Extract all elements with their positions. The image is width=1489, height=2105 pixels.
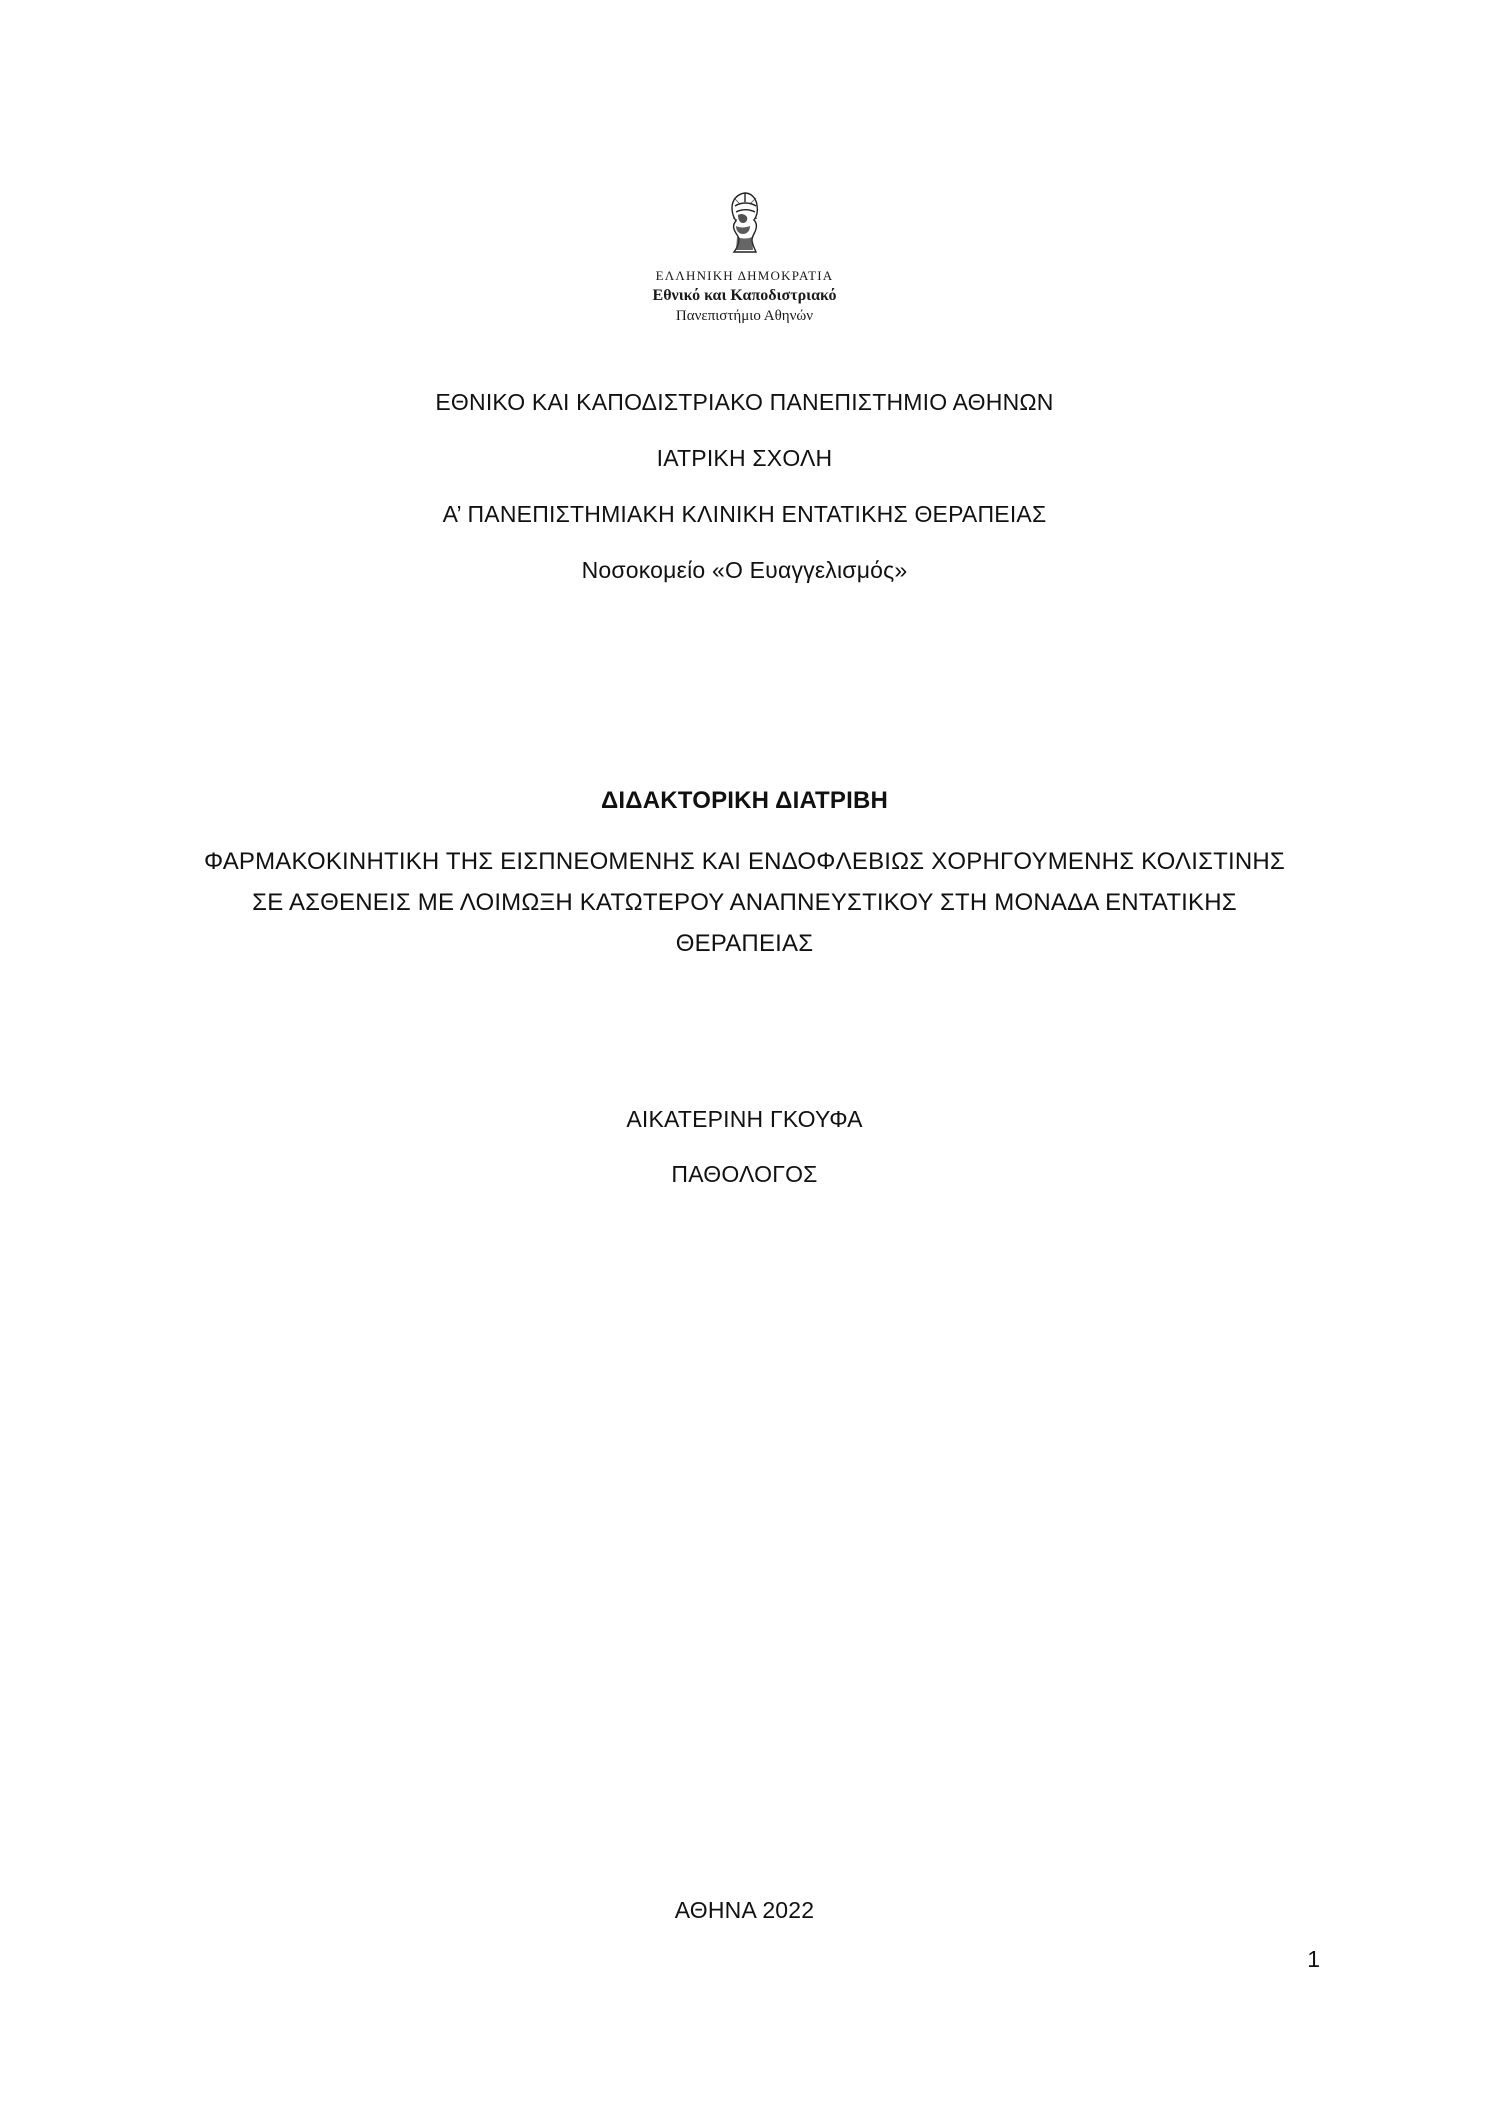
author-name: ΑΙΚΑΤΕΡΙΝΗ ΓΚΟΥΦΑ <box>626 1106 863 1132</box>
school-name: ΙΑΤΡΙΚΗ ΣΧΟΛΗ <box>656 445 833 471</box>
university-logo <box>0 190 1489 326</box>
logo-text-republic: ΕΛΛΗΝΙΚΗ ΔΗΜΟΚΡΑΤΙΑ <box>655 268 834 283</box>
place-year: ΑΘΗΝΑ 2022 <box>674 1897 815 1923</box>
logo-text-university-line1: Εθνικό και Καποδιστριακό <box>652 287 837 304</box>
hospital-name: Νοσοκομείο «Ο Ευαγγελισμός» <box>581 557 908 583</box>
thesis-title-line-2: ΣΕ ΑΣΘΕΝΕΙΣ ΜΕ ΛΟΙΜΩΞΗ ΚΑΤΩΤΕΡΟΥ ΑΝΑΠΝΕΥΣΤΙΚΟΥ ΣΤΗ ΜΟΝΑΔΑ ΕΝΤΑΤΙΚΗΣ <box>252 889 1237 916</box>
university-name: ΕΘΝΙΚΟ ΚΑΙ ΚΑΠΟΔΙΣΤΡΙΑΚΟ ΠΑΝΕΠΙΣΤΗΜΙΟ ΑΘΗΝΩΝ <box>435 389 1054 415</box>
clinic-name: Α’ ΠΑΝΕΠΙΣΤΗΜΙΑΚΗ ΚΛΙΝΙΚΗ ΕΝΤΑΤΙΚΗΣ ΘΕΡΑΠΕΙΑΣ <box>442 501 1047 527</box>
author-specialty: ΠΑΘΟΛΟΓΟΣ <box>671 1161 818 1187</box>
thesis-title-line-1: ΦΑΡΜΑΚΟΚΙΝΗΤΙΚΗ ΤΗΣ ΕΙΣΠΝΕΟΜΕΝΗΣ ΚΑΙ ΕΝΔΟΦΛΕΒΙΩΣ ΧΟΡΗΓΟΥΜΕΝΗΣ ΚΟΛΙΣΤΙΝΗΣ <box>204 848 1285 875</box>
page-number: 1 <box>1307 1946 1320 1972</box>
thesis-title <box>170 841 1319 964</box>
logo-text-university-line2: Πανεπιστήμιο Αθηνών <box>675 308 814 324</box>
athena-head-emblem-icon <box>721 190 769 260</box>
thesis-type: ΔΙΔΑΚΤΟΡΙΚΗ ΔΙΑΤΡΙΒΗ <box>600 787 889 814</box>
thesis-title-line-3: ΘΕΡΑΠΕΙΑΣ <box>675 930 814 957</box>
